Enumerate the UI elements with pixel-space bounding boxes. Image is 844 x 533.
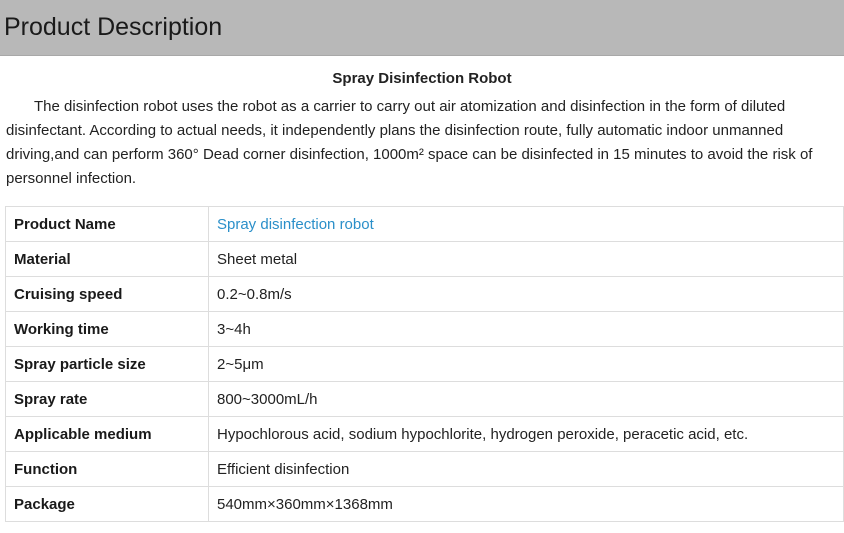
table-row — [6, 312, 844, 347]
spec-value-cruising-speed: 0.2~0.8m/s — [209, 277, 844, 312]
spec-label-product-name: Product Name — [6, 207, 209, 242]
spec-label-material: Material — [6, 242, 209, 277]
spec-value-package: 540mm×360mm×1368mm — [209, 487, 844, 522]
table-row — [6, 382, 844, 417]
spec-value-spray-particle-size: 2~5μm — [209, 347, 844, 382]
section-header — [0, 0, 844, 56]
spec-label-package: Package — [6, 487, 209, 522]
table-row — [6, 417, 844, 452]
table-row — [6, 277, 844, 312]
table-row — [6, 452, 844, 487]
spec-value-spray-rate: 800~3000mL/h — [209, 382, 844, 417]
section-title: Product Description — [4, 13, 223, 41]
product-description: The disinfection robot uses the robot as a carrier to carry out air atomization and disinfection in the form of diluted disinfectant. According to actual needs, it independently plans the disinfection route, fully automatic indoor unmanned driving,and can perform 360° Dead corner disinfection, 1000m² space can be disinfected in 15 minutes to avoid the risk of personnel infection. — [6, 98, 813, 187]
spec-value-applicable-medium: Hypochlorous acid, sodium hypochlorite, hydrogen peroxide, peracetic acid, etc. — [209, 417, 844, 452]
spec-value-material: Sheet metal — [209, 242, 844, 277]
spec-label-spray-rate: Spray rate — [6, 382, 209, 417]
product-name-link[interactable]: Spray disinfection robot — [209, 207, 844, 242]
spec-value-function: Efficient disinfection — [209, 452, 844, 487]
table-row — [6, 207, 844, 242]
table-row — [6, 347, 844, 382]
spec-label-spray-particle-size: Spray particle size — [6, 347, 209, 382]
table-row — [6, 242, 844, 277]
spec-value-working-time: 3~4h — [209, 312, 844, 347]
spec-label-function: Function — [6, 452, 209, 487]
spec-label-applicable-medium: Applicable medium — [6, 417, 209, 452]
product-subtitle: Spray Disinfection Robot — [332, 70, 512, 87]
spec-table — [5, 206, 844, 522]
spec-label-working-time: Working time — [6, 312, 209, 347]
table-row — [6, 487, 844, 522]
spec-label-cruising-speed: Cruising speed — [6, 277, 209, 312]
